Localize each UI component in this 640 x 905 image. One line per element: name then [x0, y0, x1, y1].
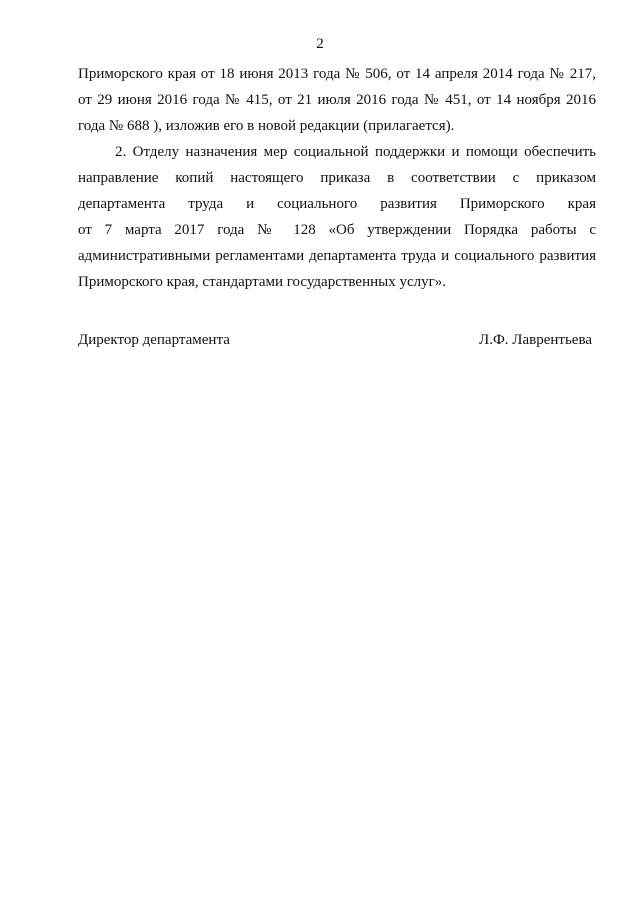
paragraph-line: департамента труда и социального развития Приморского края	[78, 196, 596, 212]
paragraph-line: административными регламентами департамента труда и социального развития	[78, 248, 596, 264]
paragraph-line: от 29 июня 2016 года № 415, от 21 июля 2016 года № 451, от 14 ноября 2016	[78, 92, 596, 108]
paragraph-line: года № 688 ), изложив его в новой редакции (прилагается).	[78, 118, 455, 134]
paragraph-line: направление копий настоящего приказа в соответствии с приказом	[78, 170, 596, 186]
signature-title: Директор департамента	[78, 332, 230, 348]
paragraph-line: от 7 марта 2017 года № 128 «Об утверждении Порядка работы с	[78, 222, 596, 238]
page-number: 2	[316, 36, 324, 52]
paragraph-line: Приморского края, стандартами государственных услуг».	[78, 274, 446, 290]
paragraph-line: 2. Отделу назначения мер социальной поддержки и помощи обеспечить	[115, 144, 596, 160]
signature-name: Л.Ф. Лаврентьева	[479, 332, 592, 348]
paragraph-line: Приморского края от 18 июня 2013 года № 506, от 14 апреля 2014 года № 217,	[78, 66, 596, 82]
